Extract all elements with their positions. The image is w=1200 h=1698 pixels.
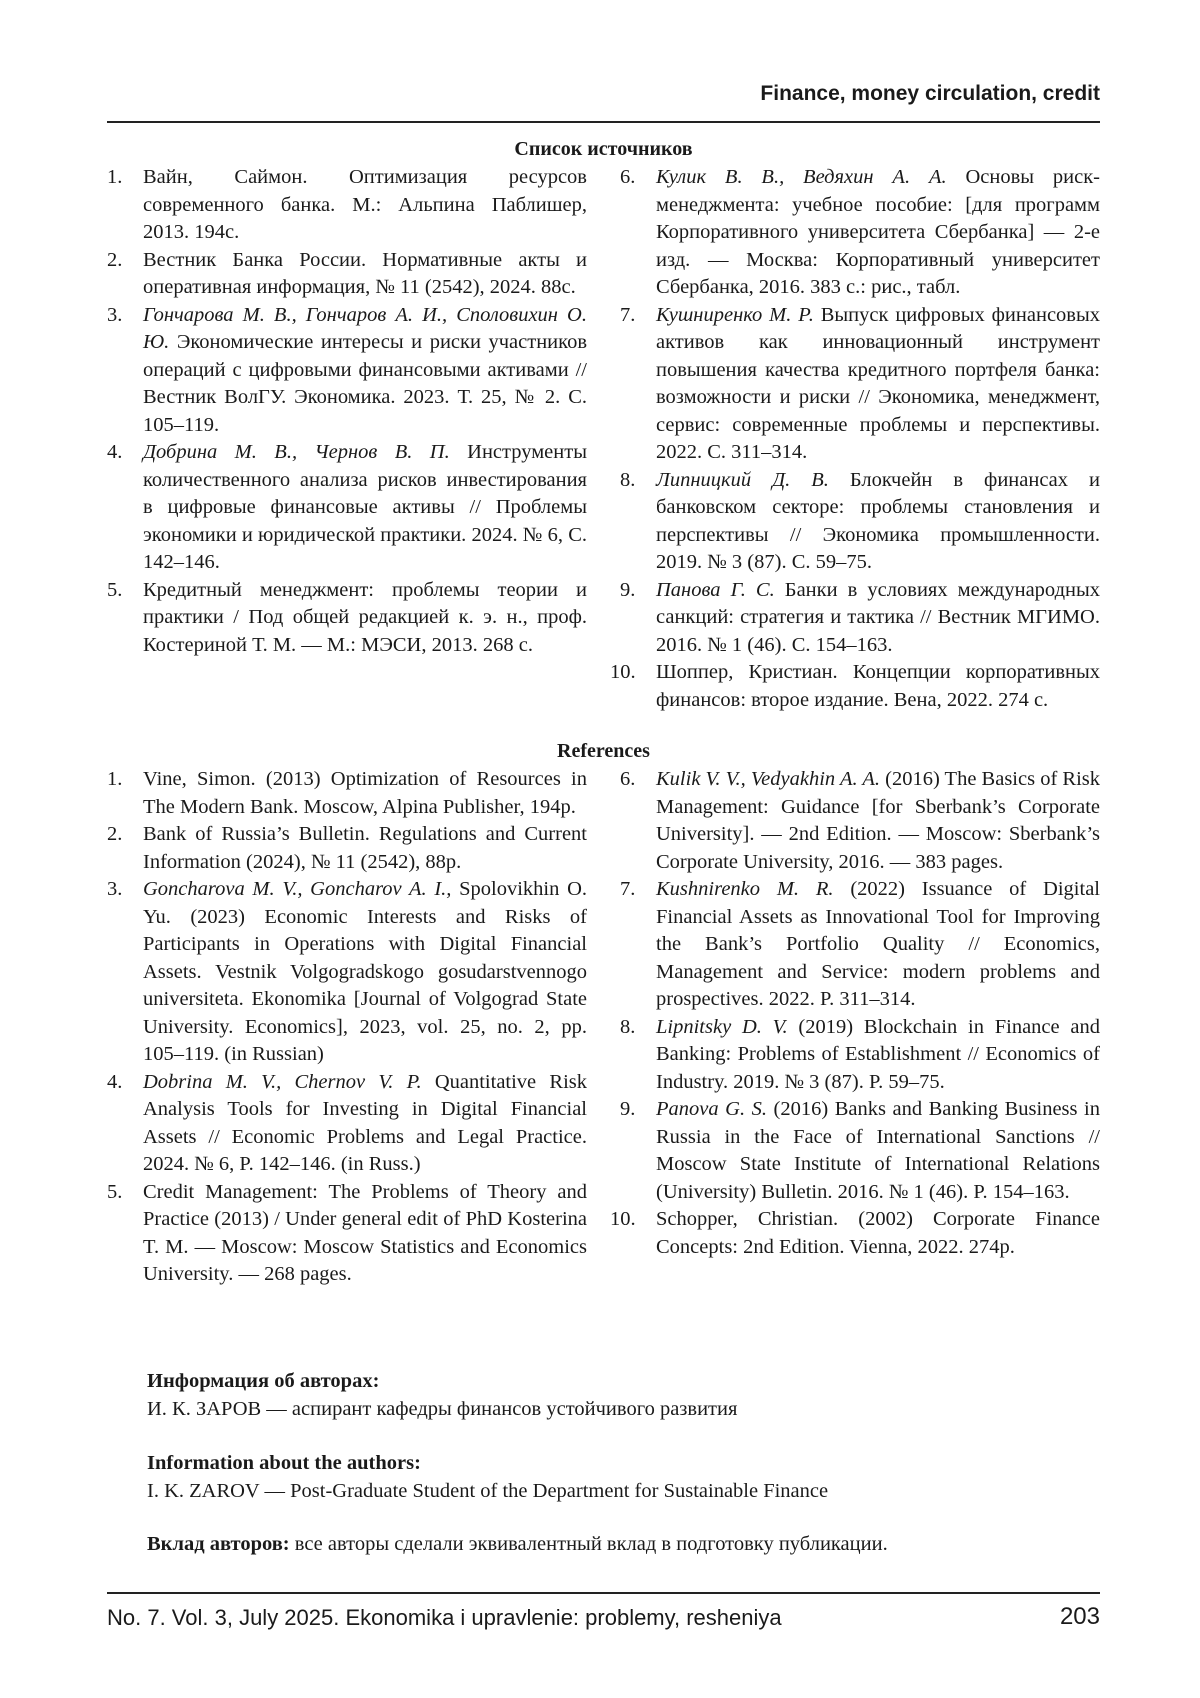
- references-heading: References: [557, 740, 650, 762]
- reference-number: 4.: [107, 1070, 123, 1093]
- reference-item: [107, 577, 587, 660]
- reference-item: [107, 302, 587, 440]
- page-number: 203: [1059, 1603, 1100, 1630]
- journal-footer: No. 7. Vol. 3, July 2025. Ekonomika i upravlenie: problemy, resheniya: [107, 1605, 782, 1630]
- reference-item: [620, 577, 1100, 660]
- sources-list-right: [610, 164, 1101, 714]
- header-rule: [107, 121, 1100, 123]
- reference-text: Вайн, Саймон. Оптимизация ресурсов современного банка. М.: Альпина Паблишер, 2013. 194с.: [143, 166, 587, 243]
- reference-text: (2022) Issuance of Digital Financial Assets as Innovational Tool for Improving the Bank’s Portfolio Quality // Economics, Management and Service: modern problems and prospectives. 2022. P. 311–314.: [656, 878, 1100, 1010]
- reference-text: Vine, Simon. (2013) Optimization of Resources in The Modern Bank. Moscow, Alpina Publisher, 194p.: [143, 768, 587, 818]
- reference-number: 1.: [107, 768, 123, 790]
- references-list-right: [610, 766, 1100, 1261]
- authors-info-en-text: I. K. ZAROV — Post-Graduate Student of the Department for Sustainable Finance: [147, 1480, 829, 1502]
- reference-text: Шоппер, Кристиан. Концепции корпоративных финансов: второе издание. Вена, 2022. 274 с.: [656, 661, 1100, 711]
- reference-item: [620, 302, 1100, 467]
- authors-info-ru-label: Информация об авторах:: [147, 1370, 380, 1392]
- reference-number: 3.: [107, 303, 123, 326]
- reference-text: Основы риск-менеджмента: учебное пособие: [для программ Корпоративного университета Сбербанка] — 2-е изд. — Москва: Корпоративный университет Сбербанка, 2016. 383 с.: рис., табл.: [656, 166, 1100, 298]
- reference-number: 6.: [620, 166, 636, 188]
- authors-info-en-label: Information about the authors:: [147, 1452, 421, 1474]
- reference-number: 8.: [620, 1015, 636, 1038]
- reference-number: 5.: [107, 578, 123, 601]
- contribution-text: все авторы сделали эквивалентный вклад в подготовку публикации.: [289, 1533, 888, 1555]
- reference-item: [620, 467, 1100, 577]
- references-list-left: [107, 766, 587, 1289]
- reference-number: 9.: [620, 578, 636, 601]
- reference-text: Инструменты количественного анализа рисков инвестирования в цифровые финансовые активы // Проблемы экономики и юридической практики. 2024. № 6, С. 142–146.: [143, 441, 587, 573]
- reference-text: Quantitative Risk Analysis Tools for Investing in Digital Financial Assets // Economic Problems and Legal Practice. 2024. № 6, P. 142–146. (in Russ.): [143, 1070, 587, 1175]
- reference-text: (2016) The Basics of Risk Management: Guidance [for Sberbank’s Corporate University]. — 2nd Edition. — Moscow: Sberbank’s Corporate University, 2016. — 383 pages.: [656, 768, 1100, 873]
- reference-text: (2016) Banks and Banking Business in Russia in the Face of International Sanctions // Moscow State Institute of International Relations (University) Bulletin. 2016. № 1 (46). P. 154–163.: [656, 1098, 1100, 1203]
- reference-item: [107, 1179, 587, 1289]
- reference-item: [107, 1069, 587, 1179]
- reference-item: [620, 1014, 1100, 1097]
- reference-text: Блокчейн в финансах и банковском секторе: проблемы становления и перспективы // Экономика промышленности. 2019. № 3 (87). С. 59–75.: [656, 468, 1100, 573]
- reference-number: 5.: [107, 1180, 123, 1203]
- authors-info-en: [147, 1449, 1100, 1505]
- reference-text: Credit Management: The Problems of Theory and Practice (2013) / Under general edit of PhD Kosterina T. M. — Moscow: Moscow Statistics and Economics University. — 268 pages.: [143, 1180, 587, 1285]
- reference-item: [107, 164, 587, 247]
- reference-authors: Kushnirenko M. R.: [656, 878, 834, 900]
- reference-number: 2.: [107, 248, 123, 271]
- reference-authors: Добрина М. В., Чернов В. П.: [143, 441, 450, 463]
- reference-number: 8.: [620, 468, 636, 491]
- reference-number: 10.: [610, 1208, 636, 1230]
- reference-number: 2.: [107, 823, 123, 845]
- reference-number: 3.: [107, 878, 123, 900]
- reference-item: [107, 821, 587, 876]
- reference-item: [620, 766, 1100, 876]
- reference-authors: Липницкий Д. В.: [656, 468, 829, 491]
- reference-number: 4.: [107, 441, 123, 463]
- reference-authors: Гончарова М. В., Гончаров А. И., Споловихин О. Ю.: [143, 303, 587, 353]
- authors-info-ru: [147, 1367, 1100, 1423]
- reference-authors: Panova G. S.: [656, 1098, 767, 1120]
- reference-text: Bank of Russia’s Bulletin. Regulations and Current Information (2024), № 11 (2542), 88p.: [143, 823, 587, 873]
- reference-authors: Lipnitsky D. V.: [656, 1015, 788, 1038]
- sources-list-left: [107, 164, 587, 659]
- author-contribution: [147, 1530, 1100, 1558]
- reference-item: [610, 1206, 1100, 1261]
- reference-item: [107, 766, 587, 821]
- reference-item: [620, 876, 1100, 1014]
- reference-item: [620, 164, 1100, 302]
- reference-number: 7.: [620, 878, 636, 900]
- reference-text: Банки в условиях международных санкций: стратегия и тактика // Вестник МГИМО. 2016. № 1 (46). С. 154–163.: [656, 578, 1101, 656]
- reference-text: Spolovikhin O. Yu. (2023) Economic Interests and Risks of Participants in Operations with Digital Financial Assets. Vestnik Volgogradskogo gosudarstvennogo universiteta. Ekonomika [Journal of Volgograd State University. Economics], 2023, vol. 25, no. 2, pp. 105–119. (in Russian): [143, 878, 588, 1065]
- reference-authors: Кушниренко М. Р.: [656, 303, 814, 326]
- reference-number: 7.: [620, 303, 636, 326]
- reference-text: Вестник Банка России. Нормативные акты и оперативная информация, № 11 (2542), 2024. 88с.: [143, 248, 587, 298]
- reference-item: [610, 659, 1100, 714]
- reference-number: 6.: [620, 768, 636, 790]
- reference-text: Экономические интересы и риски участников операций с цифровыми финансовыми активами // Вестник ВолГУ. Экономика. 2023. Т. 25, № 2. С. 105–119.: [143, 331, 587, 436]
- reference-text: Кредитный менеджмент: проблемы теории и практики / Под общей редакцией к. э. н., проф. Костериной Т. М. — М.: МЭСИ, 2013. 268 с.: [143, 578, 587, 656]
- authors-info-ru-text: И. К. ЗАРОВ — аспирант кафедры финансов устойчивого развития: [147, 1398, 738, 1420]
- reference-authors: Goncharova M. V., Goncharov A. I.,: [143, 878, 452, 900]
- reference-text: Schopper, Christian. (2002) Corporate Finance Concepts: 2nd Edition. Vienna, 2022. 274p.: [656, 1208, 1100, 1258]
- reference-item: [107, 439, 587, 577]
- journal-page: [107, 0, 1100, 1698]
- reference-authors: Kulik V. V., Vedyakhin A. A.: [656, 768, 880, 790]
- reference-number: 10.: [610, 661, 636, 683]
- running-title: Finance, money circulation, credit: [760, 82, 1100, 105]
- reference-item: [620, 1096, 1100, 1206]
- reference-text: Выпуск цифровых финансовых активов как инновационный инструмент повышения качества кредитного портфеля банка: возможности и риски // Экономика, менеджмент, сервис: современные проблемы и перспективы. 2022. С. 311–314.: [656, 303, 1100, 463]
- reference-item: [107, 247, 587, 302]
- sources-heading: Список источников: [514, 138, 693, 160]
- footer-rule: [107, 1592, 1100, 1594]
- reference-authors: Кулик В. В., Ведяхин А. А.: [656, 166, 947, 188]
- reference-text: (2019) Blockchain in Finance and Banking: Problems of Establishment // Economics of Industry. 2019. № 3 (87). P. 59–75.: [656, 1015, 1100, 1093]
- contribution-label: Вклад авторов:: [147, 1533, 290, 1555]
- reference-authors: Панова Г. С.: [656, 578, 775, 601]
- reference-number: 9.: [620, 1098, 636, 1120]
- reference-authors: Dobrina M. V., Chernov V. P.: [143, 1070, 422, 1093]
- reference-item: [107, 876, 587, 1069]
- reference-number: 1.: [107, 166, 123, 188]
